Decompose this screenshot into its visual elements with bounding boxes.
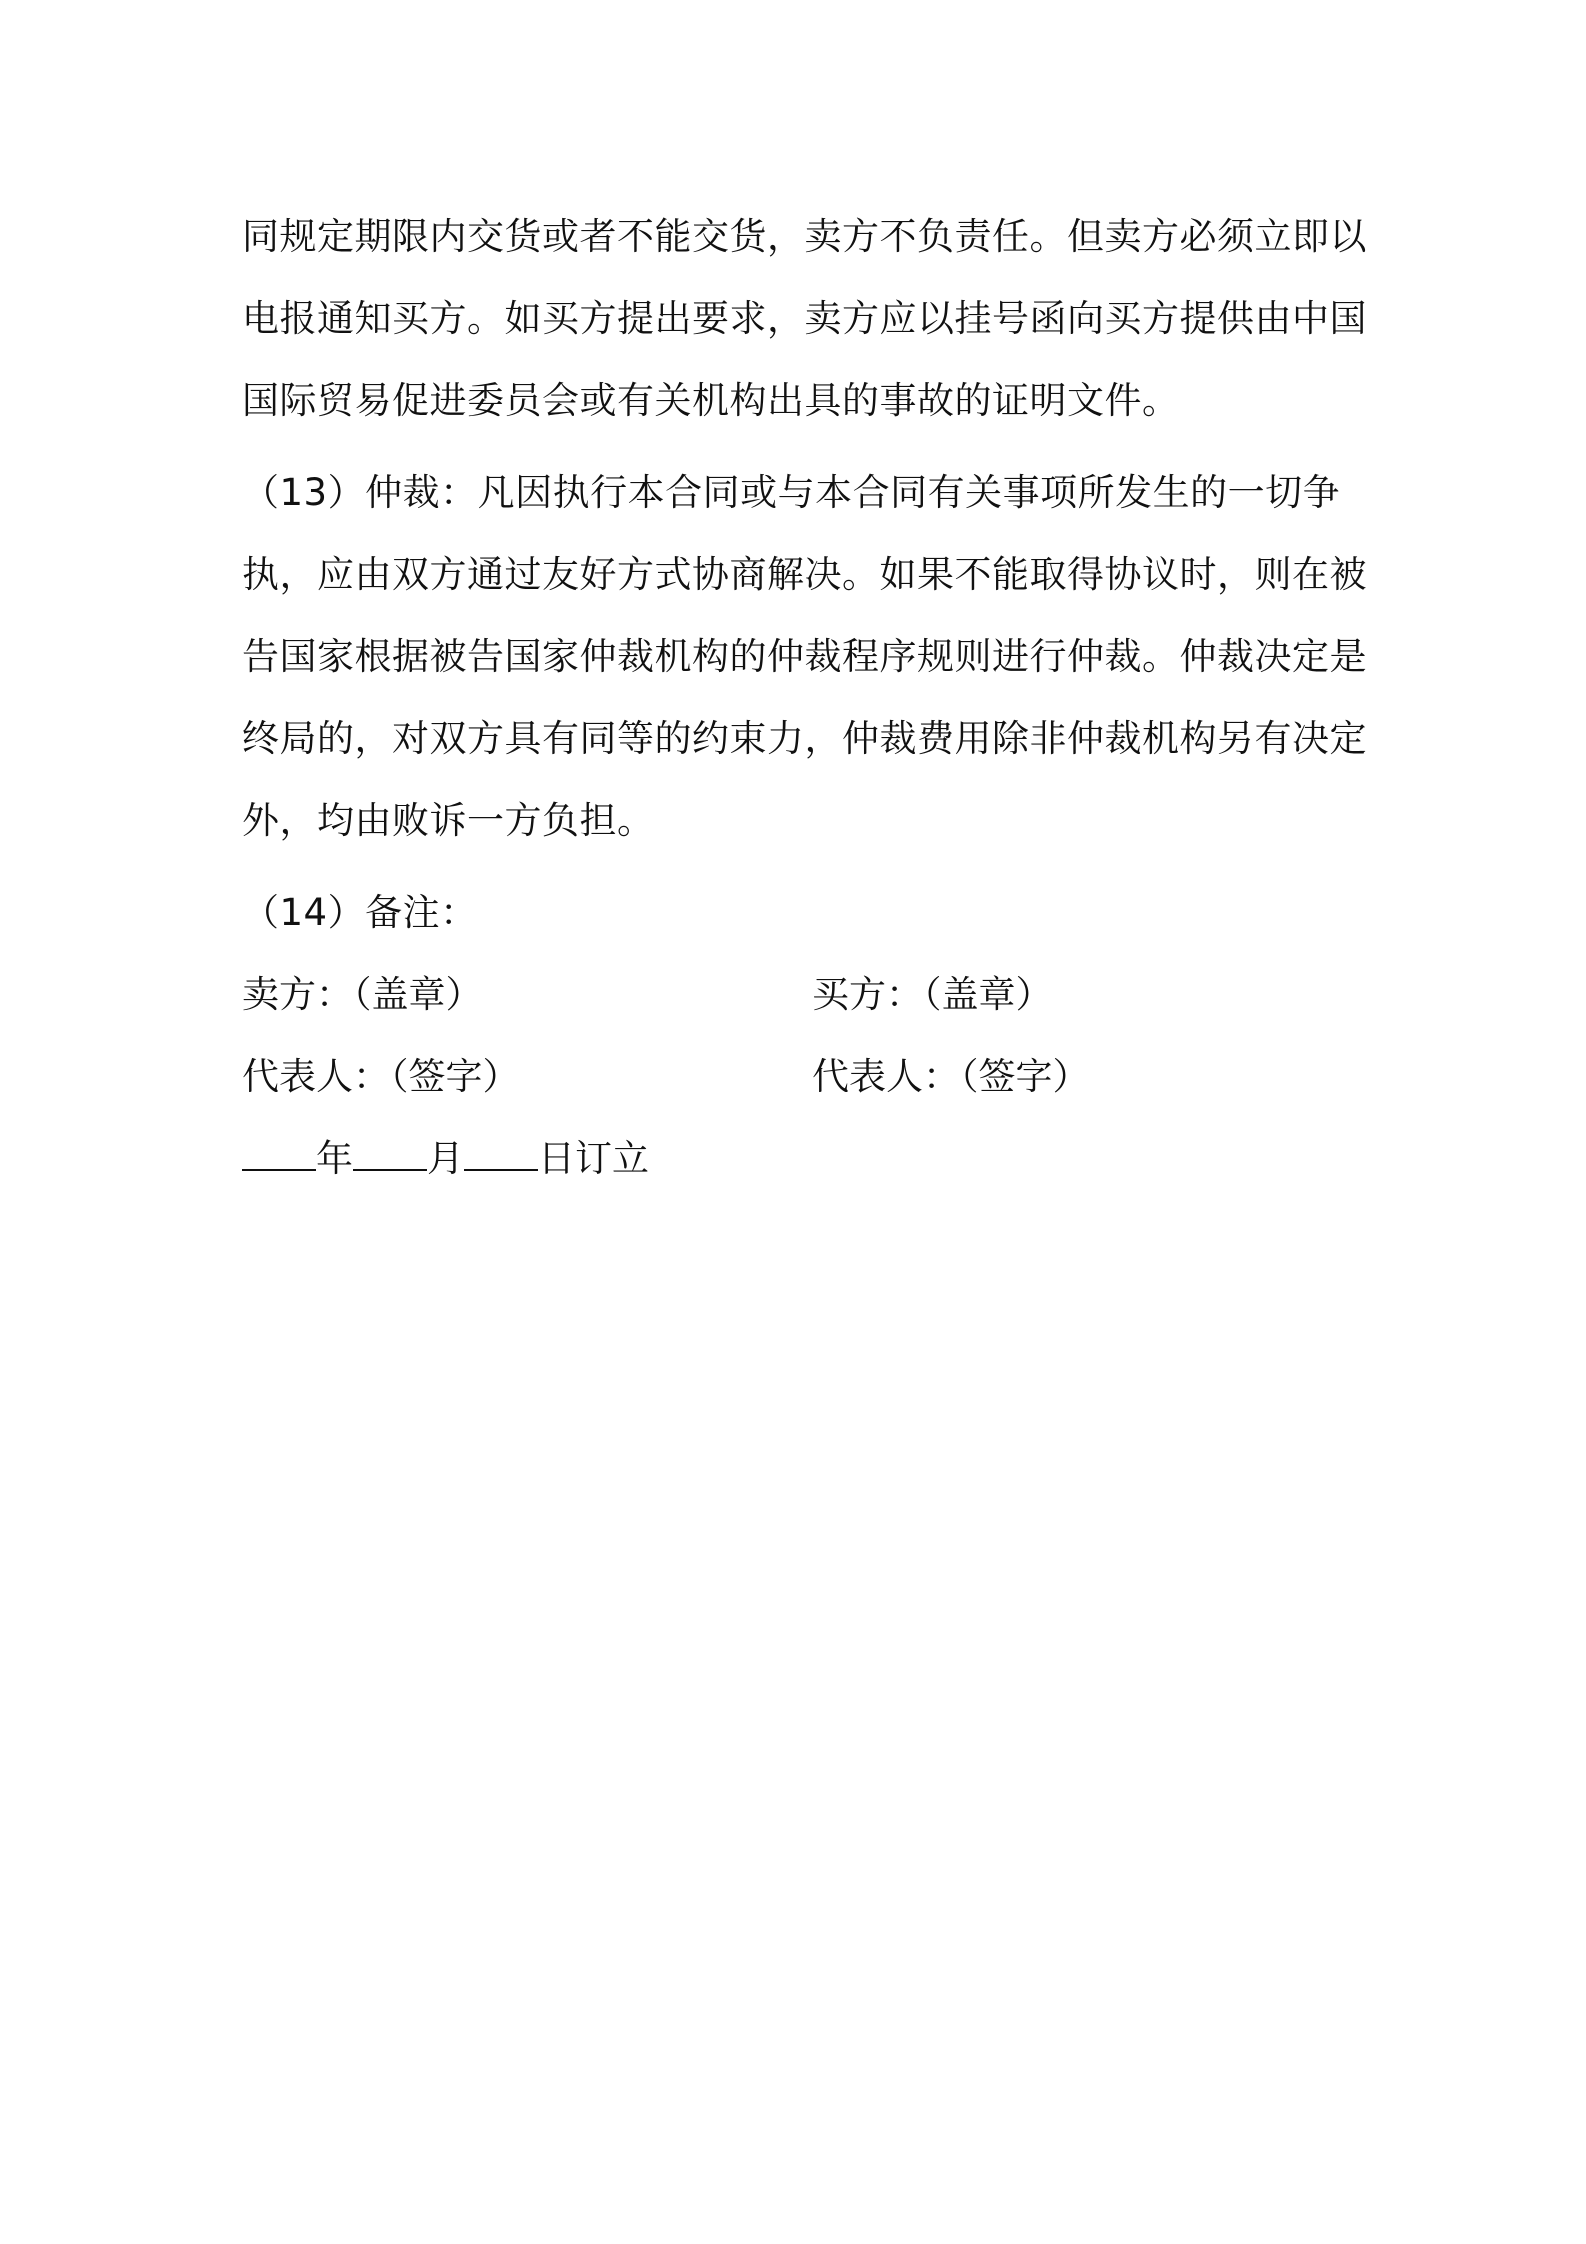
- year-blank: [242, 1139, 316, 1171]
- day-blank: [464, 1139, 538, 1171]
- buyer-representative-label: 代表人：（签字）: [812, 1055, 1090, 1098]
- year-label: 年: [316, 1137, 353, 1180]
- seller-representative-label: 代表人：（签字）: [242, 1055, 520, 1098]
- clause-14-remarks: （14）备注：: [242, 891, 478, 934]
- paragraph-line: 同规定期限内交货或者不能交货，卖方不负责任。但卖方必须立即以: [242, 215, 1367, 258]
- seal-row: [242, 954, 1352, 1036]
- clause-13-line: 外，均由败诉一方负担。: [242, 799, 655, 842]
- paragraph-line: 国际贸易促进委员会或有关机构出具的事故的证明文件。: [242, 379, 1180, 422]
- month-label: 月: [427, 1137, 464, 1180]
- clause-13-line: 终局的，对双方具有同等的约束力，仲裁费用除非仲裁机构另有决定: [242, 717, 1367, 760]
- seller-seal-label: 卖方：（盖章）: [242, 973, 483, 1016]
- buyer-seal-label: 买方：（盖章）: [812, 973, 1053, 1016]
- clause-13-line: 执，应由双方通过友好方式协商解决。如果不能取得协议时，则在被: [242, 553, 1367, 596]
- month-blank: [353, 1139, 427, 1171]
- representative-row: [242, 1036, 1352, 1118]
- paragraph-line: 电报通知买方。如买方提出要求，卖方应以挂号函向买方提供由中国: [242, 297, 1367, 340]
- document-body: [242, 196, 1367, 1200]
- clause-13-line: 告国家根据被告国家仲裁机构的仲裁程序规则进行仲裁。仲裁决定是: [242, 635, 1367, 678]
- clause-13-line: （13）仲裁：凡因执行本合同或与本合同有关事项所发生的一切争: [242, 471, 1341, 514]
- signing-date: [242, 1118, 1352, 1200]
- day-label: 日订立: [538, 1137, 649, 1180]
